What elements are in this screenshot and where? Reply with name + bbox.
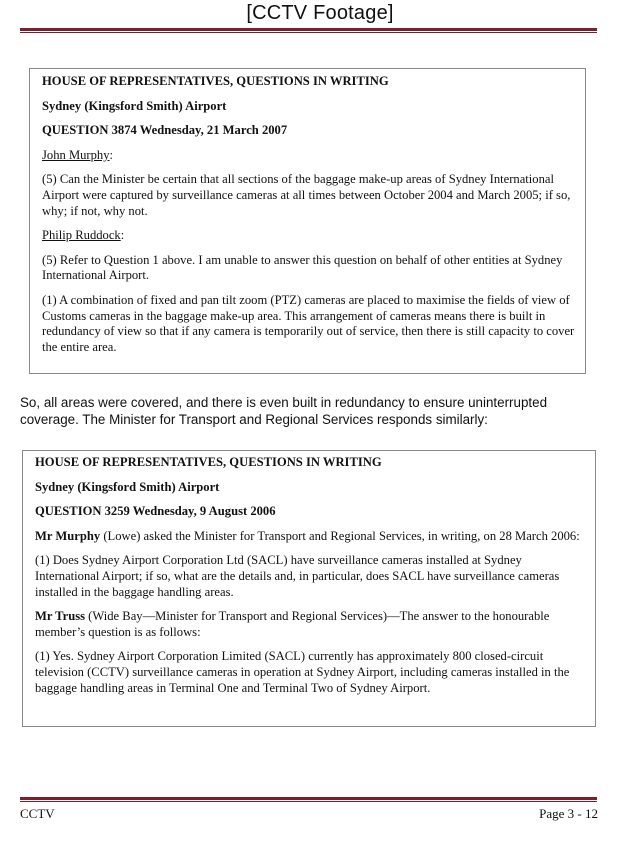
quote-box-question-3874 [29, 68, 586, 374]
box1-speaker-2: Philip Ruddock [42, 228, 121, 243]
box1-text-2: (5) Refer to Question 1 above. I am unable to answer this question on behalf of other entities at Sydney International Airport. [42, 252, 563, 283]
box2-speaker-2: Mr Truss [35, 609, 86, 624]
footer-left-label: CCTV [20, 806, 55, 821]
box2-speaker-paragraph-1 [35, 529, 585, 545]
box2-speaker-1: Mr Murphy [35, 528, 101, 543]
box1-heading: HOUSE OF REPRESENTATIVES, QUESTIONS IN WRITING [42, 74, 389, 88]
body-paragraph: So, all areas were covered, and there is even built in redundancy to ensure uninterrupted coverage. The Minister for Transport and Regional Services responds similarly: [20, 395, 548, 427]
box2-text-2: (1) Yes. Sydney Airport Corporation Limited (SACL) currently has approximately 800 closed-circuit television (CCTV) surveillance cameras in operation at Sydney Airport, including cameras installed in the baggage handling areas in Terminal One and Terminal Two of Sydney Airport. [35, 649, 570, 695]
box1-subheading: Sydney (Kingsford Smith) Airport [42, 98, 227, 113]
box2-speaker-1-rest: (Lowe) asked the Minister for Transport and Regional Services, in writing, on 28 March 2006: [100, 528, 580, 543]
box1-speaker-2-suffix: : [120, 228, 125, 243]
header-divider [20, 28, 597, 33]
box2-speaker-paragraph-2 [35, 609, 585, 640]
box2-text-1: (1) Does Sydney Airport Corporation Ltd (SACL) have surveillance cameras installed at Sydney International Airport; if so, what are the details and, in particular, does SACL have surveillance cameras installed in the baggage handling areas. [35, 553, 560, 599]
box2-question: QUESTION 3259 Wednesday, 9 August 2006 [35, 504, 276, 519]
page-header-title: [CCTV Footage] [246, 2, 394, 24]
box1-speaker-line-2 [42, 228, 575, 244]
box2-speaker-2-rest: (Wide Bay—Minister for Transport and Regional Services)—The answer to the honourable member’s question is as follows: [35, 609, 550, 639]
box1-question: QUESTION 3874 Wednesday, 21 March 2007 [42, 123, 288, 138]
box1-speaker-1: John Murphy [42, 147, 110, 162]
box1-text-3: (1) A combination of fixed and pan tilt zoom (PTZ) cameras are placed to maximise the fields of view of Customs cameras in the baggage make-up area. This arrangement of cameras means there is built in redundancy of view so that if any camera is temporarily out of service, then there is still capacity to cover the entire area. [42, 292, 575, 354]
box1-text-1: (5) Can the Minister be certain that all sections of the baggage make-up areas of Sydney International Airport were captured by surveillance cameras at all times between October 2004 and March 2005; if so, why; if not, why not. [42, 172, 571, 218]
box2-subheading: Sydney (Kingsford Smith) Airport [35, 479, 220, 494]
page-number: Page 3 - 12 [539, 806, 598, 821]
box2-heading: HOUSE OF REPRESENTATIVES, QUESTIONS IN WRITING [35, 455, 382, 469]
box1-speaker-1-suffix: : [109, 147, 114, 162]
quote-box-question-3259 [22, 450, 596, 727]
footer-divider [20, 797, 597, 802]
box1-speaker-line-1 [42, 148, 575, 164]
